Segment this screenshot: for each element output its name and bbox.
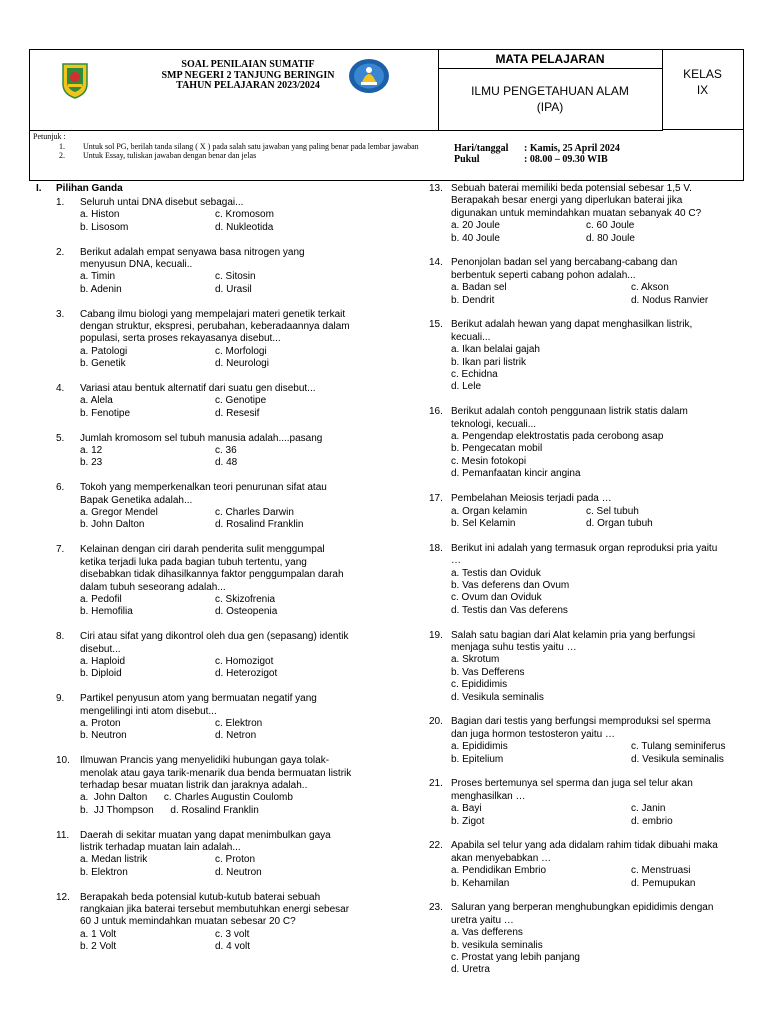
question-text: dalam tubuh seseorang adalah...	[80, 581, 226, 593]
question-number: 20.	[429, 716, 443, 728]
question-text: mengelilingi inti atom disebut...	[80, 705, 217, 717]
answer-option[interactable]: d. Vesikula seminalis	[451, 691, 544, 703]
section-title: Pilihan Ganda	[56, 183, 123, 194]
answer-option[interactable]: b. Lisosom	[80, 221, 129, 233]
answer-option[interactable]: c. Skizofrenia	[215, 593, 276, 605]
answer-option[interactable]: d. Nukleotida	[215, 221, 274, 233]
answer-option[interactable]: a. Organ kelamin	[451, 505, 528, 517]
questions-right-column	[429, 183, 739, 977]
answer-option[interactable]: c. Kromosom	[215, 209, 274, 221]
answer-option[interactable]: c. Tulang seminiferus	[631, 741, 726, 753]
question-text: uretra yaitu …	[451, 914, 514, 926]
answer-option[interactable]: a. Haploid	[80, 655, 126, 667]
question-number: 10.	[56, 755, 70, 767]
question-text: Ciri atau sifat yang dikontrol oleh dua gen (sepasang) identik	[80, 631, 349, 643]
question-text: Penonjolan badan sel yang bercabang-cabang dan	[451, 257, 678, 269]
question-number: 5.	[56, 432, 65, 444]
question-number: 7.	[56, 544, 65, 556]
question-spacer	[36, 532, 416, 544]
question-item	[36, 383, 416, 420]
question-number: 23.	[429, 902, 443, 914]
answer-option[interactable]: a. Epididimis	[451, 741, 508, 753]
answer-options	[451, 506, 739, 531]
answer-option[interactable]: c. Sitosin	[215, 271, 256, 283]
question-text: Saluran yang berperan menghubungkan epididimis dengan	[451, 902, 714, 914]
answer-option[interactable]: d. Organ tubuh	[586, 517, 653, 529]
question-spacer	[36, 743, 416, 755]
question-text: menolak atau gaya tarik-menarik dua benda bermuatan listrik	[80, 767, 352, 779]
answer-option[interactable]: d. Urasil	[215, 283, 252, 295]
instruction-item: 2. Untuk Essay, tuliskan jawaban dengan benar dan jelas	[67, 151, 443, 161]
question-text: disebabkan tidak dihasilkannya faktor penggumpalan darah	[80, 569, 344, 581]
answer-option[interactable]: a. Vas defferens	[451, 927, 523, 939]
answer-options	[80, 395, 416, 420]
answer-option[interactable]: c. Janin	[631, 803, 666, 815]
subject-name	[438, 69, 662, 115]
answer-option[interactable]: c. Mesin fotokopi	[451, 455, 527, 467]
answer-option[interactable]: d. Nodus Ranvier	[631, 294, 709, 306]
answer-option[interactable]: d. Heterozigot	[215, 668, 278, 680]
question-item	[429, 257, 739, 307]
question-spacer	[36, 234, 416, 246]
school-line-2: SMP NEGERI 2 TANJUNG BERINGIN	[161, 69, 335, 81]
question-spacer	[429, 828, 739, 840]
answer-options	[451, 654, 739, 704]
question-item	[429, 778, 739, 828]
answer-options	[451, 220, 739, 245]
school-cell	[30, 50, 439, 131]
answer-option[interactable]: a. Skrotum	[451, 654, 500, 666]
answer-option[interactable]: c. Sel tubuh	[586, 505, 639, 517]
question-spacer	[429, 704, 739, 716]
answer-options	[80, 594, 416, 619]
answer-option[interactable]: d. 4 volt	[215, 941, 251, 953]
answer-option[interactable]: c. Proton	[215, 854, 256, 866]
question-text: dengan struktur, ekspresi, perubahan, keberadaannya dalam	[80, 321, 350, 333]
question-number: 15.	[429, 319, 443, 331]
answer-option[interactable]: a. Timin	[80, 271, 116, 283]
school-line-3: TAHUN PELAJARAN 2023/2024	[176, 80, 320, 91]
pukul-label: Pukul	[454, 154, 480, 165]
answer-option[interactable]: a. Ikan belalai gajah	[451, 344, 540, 356]
question-spacer	[429, 307, 739, 319]
answer-option[interactable]: a. 1 Volt	[80, 928, 117, 940]
answer-option[interactable]: c. Echidna	[451, 369, 498, 381]
question-text: rangkaian jika baterai tersebut membutuhkan energi sebesar	[80, 903, 350, 915]
answer-option[interactable]: d. 48	[215, 457, 238, 469]
answer-option[interactable]: a. Patologi	[80, 345, 128, 357]
question-text: Daerah di sekitar muatan yang dapat menimbulkan gaya	[80, 829, 331, 841]
question-item	[36, 693, 416, 743]
answer-option[interactable]: d. Pemanfaatan kincir angina	[451, 468, 581, 480]
question-item	[36, 482, 416, 532]
question-item	[429, 543, 739, 617]
question-text: Salah satu bagian dari Alat kelamin pria yang berfungsi	[451, 629, 696, 641]
answer-option[interactable]: a. Gregor Mendel	[80, 507, 158, 519]
hari-label: Hari/tanggal	[454, 143, 509, 154]
question-text: teknologi, kecuali...	[451, 418, 537, 430]
answer-option[interactable]: c. Elektron	[215, 717, 263, 729]
question-text: 60 J untuk memindahkan muatan sebesar 20 C?	[80, 916, 296, 928]
question-item	[36, 892, 416, 954]
question-text: Berikut adalah empat senyawa basa nitrogen yang	[80, 246, 305, 258]
answer-option[interactable]: b. Ikan pari listrik	[451, 356, 527, 368]
question-spacer	[429, 394, 739, 406]
answer-options	[451, 282, 739, 307]
question-text: Jumlah kromosom sel tubuh manusia adalah....pasang	[80, 432, 323, 444]
question-number: 3.	[56, 308, 65, 320]
answer-option[interactable]: b. 40 Joule	[451, 232, 500, 244]
answer-options	[451, 568, 739, 618]
answer-option[interactable]: a. Bayi	[451, 803, 482, 815]
answer-option[interactable]: c. Akson	[631, 282, 669, 294]
question-text: Apabila sel telur yang ada didalam rahim tidak dibuahi maka	[451, 840, 718, 852]
answer-option[interactable]: a. Pengendap elektrostatis pada cerobong asap	[451, 431, 664, 443]
answer-option[interactable]: b. Vas Defferens	[451, 666, 525, 678]
answer-option[interactable]: b. Pengecatan mobil	[451, 443, 543, 455]
question-text: Partikel penyusun atom yang bermuatan negatif yang	[80, 693, 317, 705]
answer-options	[451, 741, 739, 766]
question-spacer	[36, 879, 416, 891]
question-item	[429, 840, 739, 890]
question-number: 18.	[429, 542, 443, 554]
answer-option[interactable]: c. Ovum dan Oviduk	[451, 592, 542, 604]
question-number: 4.	[56, 383, 65, 395]
answer-option[interactable]: c. Homozigot	[215, 655, 274, 667]
question-spacer	[36, 420, 416, 432]
question-text: Sebuah baterai memiliki beda potensial sebesar 1,5 V.	[451, 183, 692, 194]
instructions-title: Petunjuk :	[33, 132, 66, 141]
answer-option[interactable]: d. Lele	[451, 381, 482, 393]
question-text: Berikut adalah hewan yang dapat menghasilkan listrik,	[451, 319, 693, 331]
answer-option[interactable]: c. 36	[215, 445, 237, 457]
question-text: dan juga hormon testosteron yaitu …	[451, 728, 615, 740]
answer-option[interactable]: b. 23	[80, 457, 103, 469]
answer-option[interactable]: c. Genotipe	[215, 395, 267, 407]
regency-logo-icon	[60, 60, 90, 100]
left-question-list	[36, 197, 416, 954]
question-number: 16.	[429, 406, 443, 418]
answer-option[interactable]: c. Menstruasi	[631, 865, 691, 877]
answer-option[interactable]: b. Hemofilia	[80, 606, 133, 618]
header-box	[29, 49, 744, 181]
question-spacer	[36, 619, 416, 631]
answer-option[interactable]: c. Charles Darwin	[215, 507, 294, 519]
answer-option[interactable]: a. Proton	[80, 717, 121, 729]
question-spacer	[36, 817, 416, 829]
question-text: menghasilkan …	[451, 790, 526, 802]
question-item	[429, 902, 739, 976]
school-line-1: SOAL PENILAIAN SUMATIF	[181, 59, 315, 70]
answer-option[interactable]: d. Netron	[215, 730, 257, 742]
question-text: Tokoh yang memperkenalkan teori penurunan sifat atau	[80, 482, 327, 494]
question-number: 13.	[429, 183, 443, 194]
right-question-list	[429, 183, 739, 977]
answer-option[interactable]: d. Neutron	[215, 866, 262, 878]
answer-options	[80, 271, 416, 296]
question-text: menyusun DNA, kecuali..	[80, 259, 193, 271]
answer-option[interactable]: a. Pedofil	[80, 593, 122, 605]
section-number: I.	[36, 183, 42, 194]
question-spacer	[429, 481, 739, 493]
question-text: Seluruh untai DNA disebut sebagai...	[80, 197, 244, 208]
question-spacer	[429, 766, 739, 778]
question-number: 1.	[56, 197, 65, 208]
question-item	[36, 830, 416, 880]
questions-left-column	[36, 183, 416, 954]
question-text: Variasi atau bentuk alternatif dari suatu gen disebut...	[80, 383, 316, 395]
question-text: Proses bertemunya sel sperma dan juga sel telur akan	[451, 778, 693, 790]
question-text: berbentuk seperti cabang pohon adalah...	[451, 269, 636, 281]
class-cell	[662, 50, 743, 130]
question-text: ketika terjadi luka pada bagian tubuh tertentu, yang	[80, 556, 307, 568]
question-text: Ilmuwan Prancis yang menyelidiki hubungan gaya tolak-	[80, 755, 330, 767]
question-spacer	[429, 890, 739, 902]
answer-option[interactable]: b. Genetik	[80, 358, 126, 370]
question-text: akan menyebabkan …	[451, 852, 552, 864]
answer-option[interactable]: b. Fenotipe	[80, 407, 131, 419]
answer-options	[80, 656, 416, 681]
question-text: listrik terhadap muatan lain adalah...	[80, 841, 241, 853]
question-item	[429, 319, 739, 393]
answer-option[interactable]: b. Neutron	[80, 730, 127, 742]
question-text: kecuali...	[451, 331, 491, 343]
answer-options	[80, 854, 416, 879]
question-number: 2.	[56, 246, 65, 258]
question-text: disebut...	[80, 643, 121, 655]
section-heading	[36, 183, 416, 195]
answer-option[interactable]: d. Uretra	[451, 964, 490, 976]
question-item	[36, 433, 416, 470]
answer-options	[451, 865, 739, 890]
question-item	[429, 183, 739, 245]
question-number: 11.	[56, 829, 70, 841]
question-text: Berapakah beda potensial kutub-kutub baterai sebuah	[80, 891, 321, 903]
question-item	[429, 493, 739, 530]
answer-option[interactable]: b. Elektron	[80, 866, 128, 878]
answer-option[interactable]: b. Adenin	[80, 283, 122, 295]
answer-option[interactable]: a. Alela	[80, 395, 113, 407]
answer-options	[80, 718, 416, 743]
answer-option[interactable]: b. vesikula seminalis	[451, 939, 543, 951]
answer-option[interactable]: b. 2 Volt	[80, 941, 117, 953]
question-text: Pembelahan Meiosis terjadi pada …	[451, 493, 612, 505]
question-text: terhadap besar muatan listrik dan jaraknya adalah..	[80, 779, 308, 791]
question-item	[429, 406, 739, 480]
answer-option[interactable]: a. Badan sel	[451, 282, 507, 294]
question-item	[36, 755, 416, 817]
question-spacer	[36, 470, 416, 482]
answer-option[interactable]: c. 3 volt	[215, 928, 250, 940]
answer-option[interactable]: c. Prostat yang lebih panjang	[451, 952, 580, 964]
kelas-label: KELAS	[683, 67, 722, 81]
answer-option[interactable]: d. Vesikula seminalis	[631, 753, 724, 765]
question-item	[36, 197, 416, 234]
mapel-label: MATA PELAJARAN	[438, 50, 662, 69]
kelas-value: IX	[696, 83, 709, 97]
answer-option[interactable]: d. embrio	[631, 815, 673, 827]
question-number: 22.	[429, 840, 443, 852]
answer-option[interactable]: a. Histon	[80, 209, 120, 221]
instruction-item: 1. Untuk sol PG, berilah tanda silang ( X ) pada salah satu jawaban yang paling benar pada lembar jawaban	[67, 142, 443, 152]
answer-option[interactable]: d. Osteopenia	[215, 606, 278, 618]
question-text: menjaga suhu testis yaitu …	[451, 641, 577, 653]
question-text: …	[451, 555, 461, 567]
question-text: Berikut adalah contoh penggunaan listrik statis dalam	[451, 406, 688, 418]
answer-option[interactable]: b. Sel Kelamin	[451, 517, 516, 529]
question-text: digunakan untuk memindahkan muatan sebanyak 40 C?	[451, 207, 702, 219]
answer-option[interactable]: c. Morfologi	[215, 345, 267, 357]
question-spacer	[429, 245, 739, 257]
answer-option[interactable]: c. 60 Joule	[586, 220, 635, 232]
question-number: 21.	[429, 778, 443, 790]
question-item	[36, 247, 416, 297]
answer-option[interactable]: b. Kehamilan	[451, 877, 510, 889]
question-number: 8.	[56, 631, 65, 643]
answer-option[interactable]: d. Pemupukan	[631, 877, 696, 889]
exam-schedule	[454, 143, 620, 165]
question-text: Cabang ilmu biologi yang mempelajari materi genetik terkait	[80, 308, 346, 320]
answer-option[interactable]: a. Pendidikan Embrio	[451, 865, 547, 877]
answer-option[interactable]: a. Medan listrik	[80, 854, 148, 866]
answer-option[interactable]: b. JJ Thompson d. Rosalind Franklin	[80, 804, 259, 816]
answer-option[interactable]: b. Diploid	[80, 668, 122, 680]
answer-options	[80, 929, 416, 954]
answer-options	[80, 209, 416, 234]
answer-option[interactable]: b. Vas deferens dan Ovum	[451, 579, 570, 591]
school-heading	[138, 60, 358, 92]
question-spacer	[429, 530, 739, 542]
question-number: 6.	[56, 482, 65, 494]
question-item	[429, 716, 739, 766]
question-number: 9.	[56, 693, 65, 705]
answer-option[interactable]: b. Epitelium	[451, 753, 504, 765]
answer-options	[80, 507, 416, 532]
question-item	[429, 630, 739, 704]
question-text: Bapak Genetika adalah...	[80, 494, 193, 506]
answer-options	[80, 445, 416, 470]
answer-option[interactable]: a. 20 Joule	[451, 220, 500, 232]
answer-option[interactable]: a. Testis dan Oviduk	[451, 567, 541, 579]
question-spacer	[36, 296, 416, 308]
question-number: 19.	[429, 629, 443, 641]
question-spacer	[36, 371, 416, 383]
subject-cell	[438, 50, 663, 131]
answer-option[interactable]: d. Neurologi	[215, 358, 269, 370]
answer-options	[451, 344, 739, 394]
answer-option[interactable]: d. Rosalind Franklin	[215, 519, 304, 531]
question-text: Kelainan dengan ciri darah penderita sulit menggumpal	[80, 544, 325, 556]
question-number: 12.	[56, 891, 70, 903]
question-spacer	[429, 617, 739, 629]
hari-value: : Kamis, 25 April 2024	[524, 143, 620, 154]
instructions	[33, 132, 443, 161]
question-text: Berapakah besar energi yang diperlukan baterai jika	[451, 195, 683, 207]
question-item	[36, 309, 416, 371]
question-item	[36, 631, 416, 681]
question-text: populasi, serta proses rekayasanya disebut...	[80, 333, 281, 345]
subject-line-2: (IPA)	[536, 100, 564, 114]
question-text: Berikut ini adalah yang termasuk organ reproduksi pria yaitu	[451, 542, 718, 554]
answer-options	[451, 927, 739, 977]
answer-option[interactable]: b. Zigot	[451, 815, 485, 827]
answer-option[interactable]: a. 12	[80, 445, 103, 457]
answer-option[interactable]: d. 80 Joule	[586, 232, 635, 244]
subject-line-1: ILMU PENGETAHUAN ALAM	[471, 84, 629, 98]
answer-options	[80, 346, 416, 371]
answer-option[interactable]: c. Epididimis	[451, 679, 508, 691]
answer-option[interactable]: b. Dendrit	[451, 294, 495, 306]
answer-option[interactable]: d. Testis dan Vas deferens	[451, 604, 568, 616]
answer-option[interactable]: b. John Dalton	[80, 519, 145, 531]
question-text: Bagian dari testis yang berfungsi memproduksi sel sperma	[451, 716, 711, 728]
answer-option[interactable]: a. John Dalton c. Charles Augustin Coulomb	[80, 792, 293, 804]
answer-options	[451, 431, 739, 481]
question-number: 14.	[429, 257, 443, 269]
question-number: 17.	[429, 493, 443, 505]
question-item	[36, 544, 416, 618]
answer-option[interactable]: d. Resesif	[215, 407, 260, 419]
answer-options	[451, 803, 739, 828]
pukul-value: : 08.00 – 09.30 WIB	[524, 154, 608, 165]
question-spacer	[36, 681, 416, 693]
tut-wuri-handayani-logo-icon	[348, 58, 390, 94]
